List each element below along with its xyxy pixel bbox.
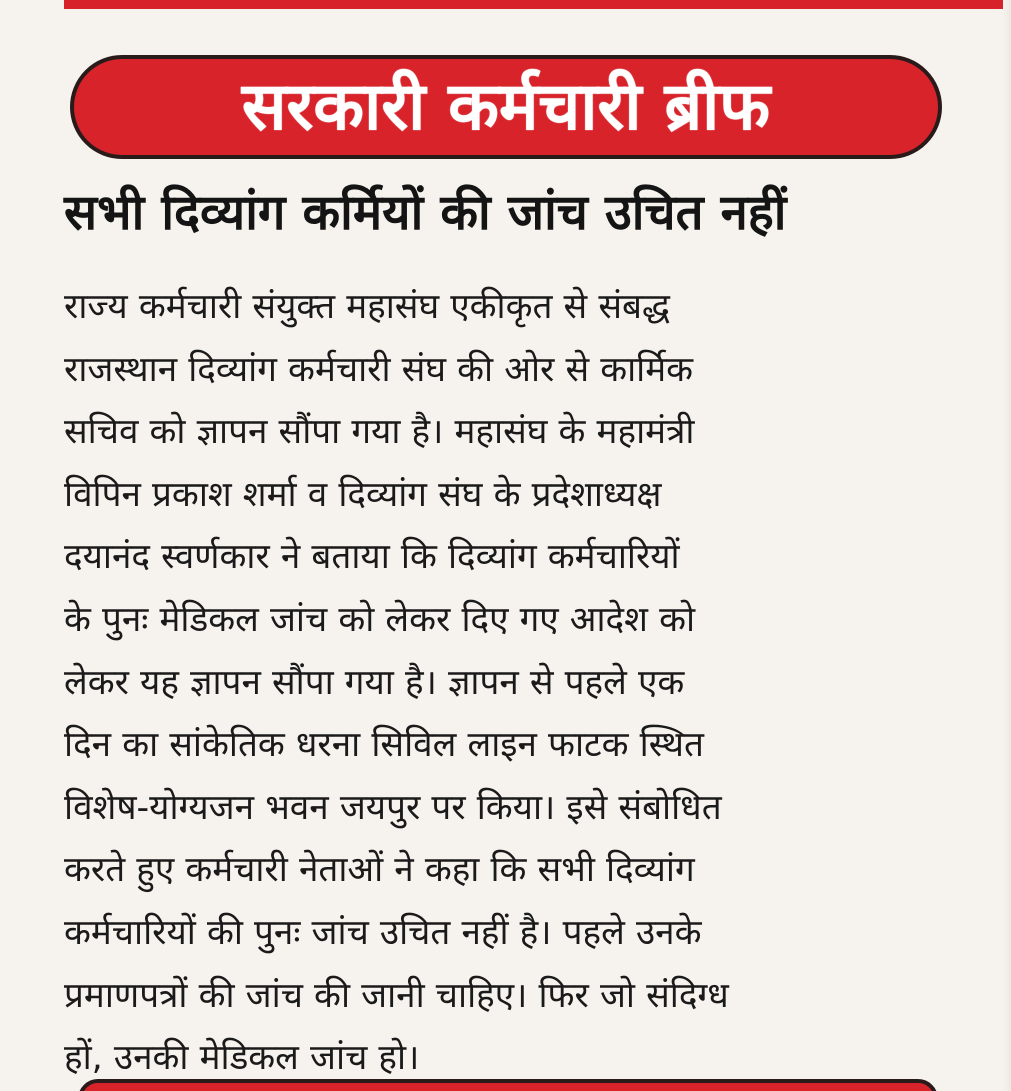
body-line: कर्मचारियों की पुनः जांच उचित नहीं है। पहले उनके: [64, 912, 702, 953]
body-line: दयानंद स्वर्णकार ने बताया कि दिव्यांग कर्मचारियों: [64, 537, 680, 578]
body-line: करते हुए कर्मचारी नेताओं ने कहा कि सभी दिव्यांग: [64, 850, 695, 891]
next-section-banner-edge: [78, 1079, 938, 1091]
article-body: [64, 276, 964, 1090]
top-red-rule: [64, 0, 1011, 9]
body-line: विपिन प्रकाश शर्मा व दिव्यांग संघ के प्रदेशाध्यक्ष: [64, 474, 662, 515]
body-line: राजस्थान दिव्यांग कर्मचारी संघ की ओर से कार्मिक: [64, 349, 694, 390]
section-banner: [70, 55, 942, 159]
body-line: प्रमाणपत्रों की जांच की जानी चाहिए। फिर जो संदिग्ध: [64, 975, 729, 1016]
body-line: सचिव को ज्ञापन सौंपा गया है। महासंघ के महामंत्री: [64, 412, 695, 453]
body-line: दिन का सांकेतिक धरना सिविल लाइन फाटक स्थित: [64, 725, 704, 766]
section-banner-title: सरकारी कर्मचारी ब्रीफ: [241, 68, 771, 145]
article-headline: सभी दिव्यांग कर्मियों की जांच उचित नहीं: [64, 184, 787, 241]
body-line: राज्य कर्मचारी संयुक्त महासंघ एकीकृत से संबद्ध: [64, 287, 670, 327]
page-edge-shadow: [1003, 0, 1011, 1091]
body-line: हों, उनकी मेडिकल जांच हो।: [64, 1038, 420, 1079]
body-line: के पुनः मेडिकल जांच को लेकर दिए गए आदेश को: [64, 599, 696, 640]
body-line: विशेष-योग्यजन भवन जयपुर पर किया। इसे संबोधित: [64, 787, 722, 828]
body-line: लेकर यह ज्ञापन सौंपा गया है। ज्ञापन से पहले एक: [64, 662, 685, 703]
